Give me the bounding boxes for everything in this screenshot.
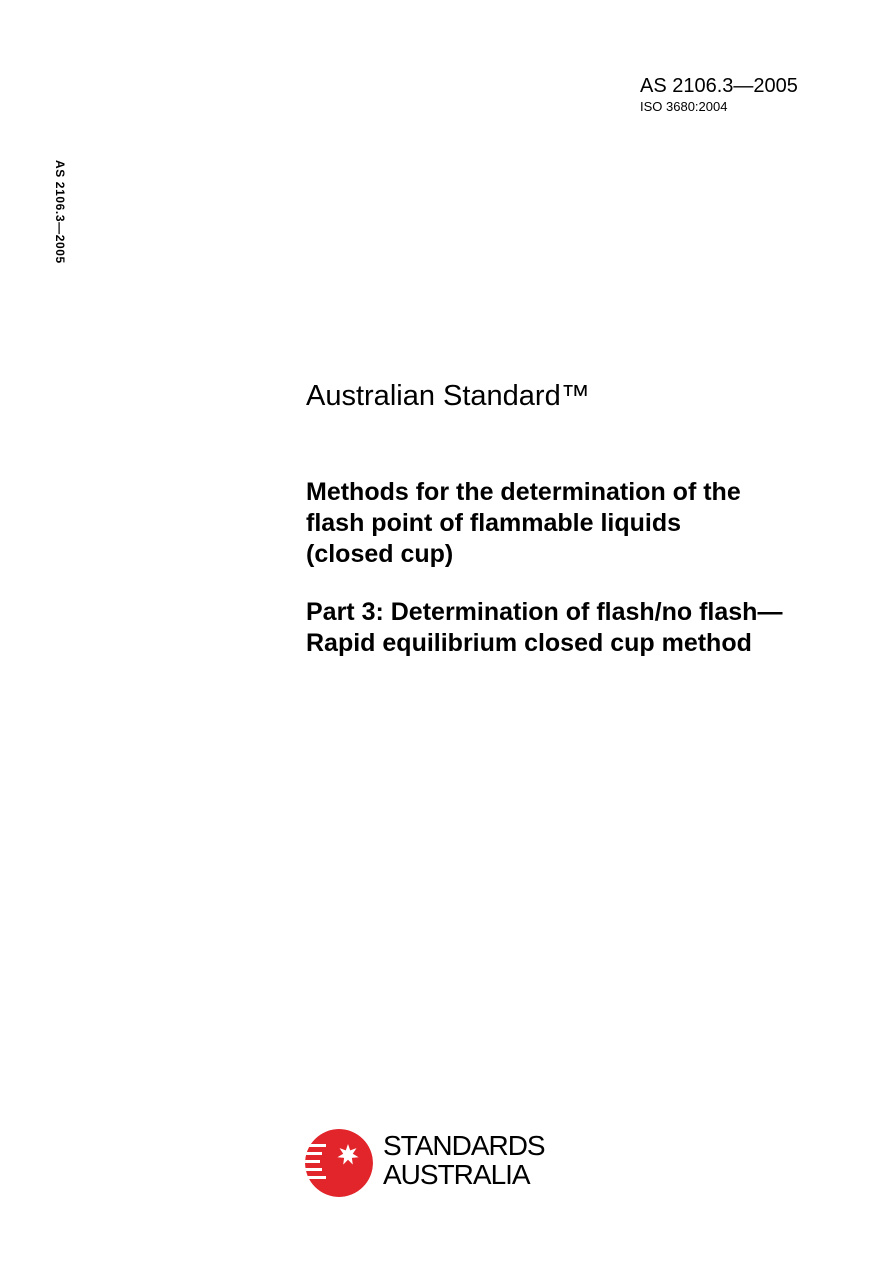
title-line: flash point of flammable liquids [306,509,682,537]
spine-label [52,160,68,280]
title-line: (closed cup) [306,540,454,568]
standard-number: AS 2106.3—2005 [640,75,798,97]
part-title [306,597,866,659]
iso-number: ISO 3680:2004 [640,99,728,114]
title-line: Methods for the determination of the [306,478,741,506]
logo-wordmark [383,1131,545,1189]
standards-australia-star-icon [304,1128,374,1198]
standards-australia-logo [304,1126,544,1198]
spine-text: AS 2106.3—2005 [53,160,67,264]
part-title-line: Part 3: Determination of flash/no flash— [306,598,783,626]
part-title-line: Rapid equilibrium closed cup method [306,629,752,657]
document-title [306,477,866,570]
logo-line-australia: AUSTRALIA [383,1159,530,1190]
logo-line-standards: STANDARDS [383,1130,545,1161]
brand-line: Australian Standard™ [306,380,590,412]
